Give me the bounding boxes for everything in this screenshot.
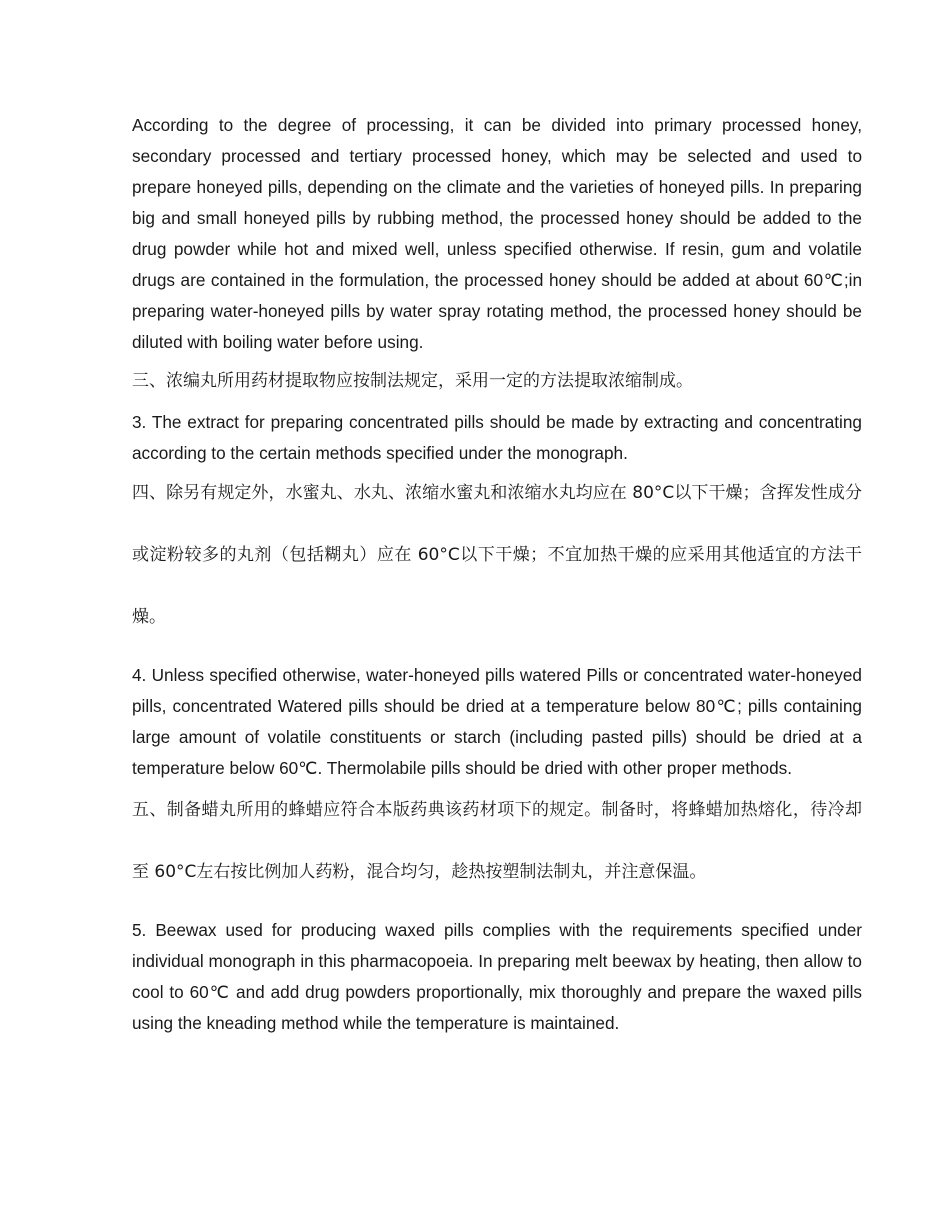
paragraph-item-4-en: 4. Unless specified otherwise, water-honeyed pills watered Pills or concentrated water-honeyed pills, concentrated Watered pills should be dried at a temperature below 80℃; pills containing large amount of volatile constituents or starch (including pasted pills) should be dried at a temperature below 60℃. Thermolabile pills should be dried with other proper methods. bbox=[132, 665, 862, 778]
paragraph-item-5-zh: 五、制备蜡丸所用的蜂蜡应符合本版药典该药材项下的规定。制备时，将蜂蜡加热熔化，待冷却至 60°C左右按比例加人药粉，混合均匀，趁热按塑制法制丸，并注意保温。 bbox=[132, 800, 862, 882]
paragraph-item-3-en: 3. The extract for preparing concentrated pills should be made by extracting and concentrating according to the certain methods specified under the monograph. bbox=[132, 412, 862, 463]
paragraph-item-4-zh: 四、除另有规定外，水蜜丸、水丸、浓缩水蜜丸和浓缩水丸均应在 80°C以下干燥；含挥发性成分或淀粉较多的丸剂（包括糊丸）应在 60°C以下干燥；不宜加热干燥的应采用其他适宜的方法干燥。 bbox=[132, 483, 862, 627]
paragraph-honey-processing-en: According to the degree of processing, it can be divided into primary processed honey, secondary processed and tertiary processed honey, which may be selected and used to prepare honeyed pills, depending on the climate and the varieties of honeyed pills. In preparing big and small honeyed pills by rubbing method, the processed honey should be added to the drug powder while hot and mixed well, unless specified otherwise. If resin, gum and volatile drugs are contained in the formulation, the processed honey should be added at about 60℃;in preparing water-honeyed pills by water spray rotating method, the processed honey should be diluted with boiling water before using. bbox=[132, 115, 862, 352]
document-body bbox=[132, 110, 862, 1049]
paragraph-item-3-zh: 三、浓编丸所用药材提取物应按制法规定，采用一定的方法提取浓缩制成。 bbox=[132, 371, 693, 391]
paragraph-item-5-en: 5. Beewax used for producing waxed pills complies with the requirements specified under individual monograph in this pharmacopoeia. In preparing melt beewax by heating, then allow to cool to 60℃ and add drug powders proportionally, mix thoroughly and prepare the waxed pills using the kneading method while the temperature is maintained. bbox=[132, 920, 862, 1033]
